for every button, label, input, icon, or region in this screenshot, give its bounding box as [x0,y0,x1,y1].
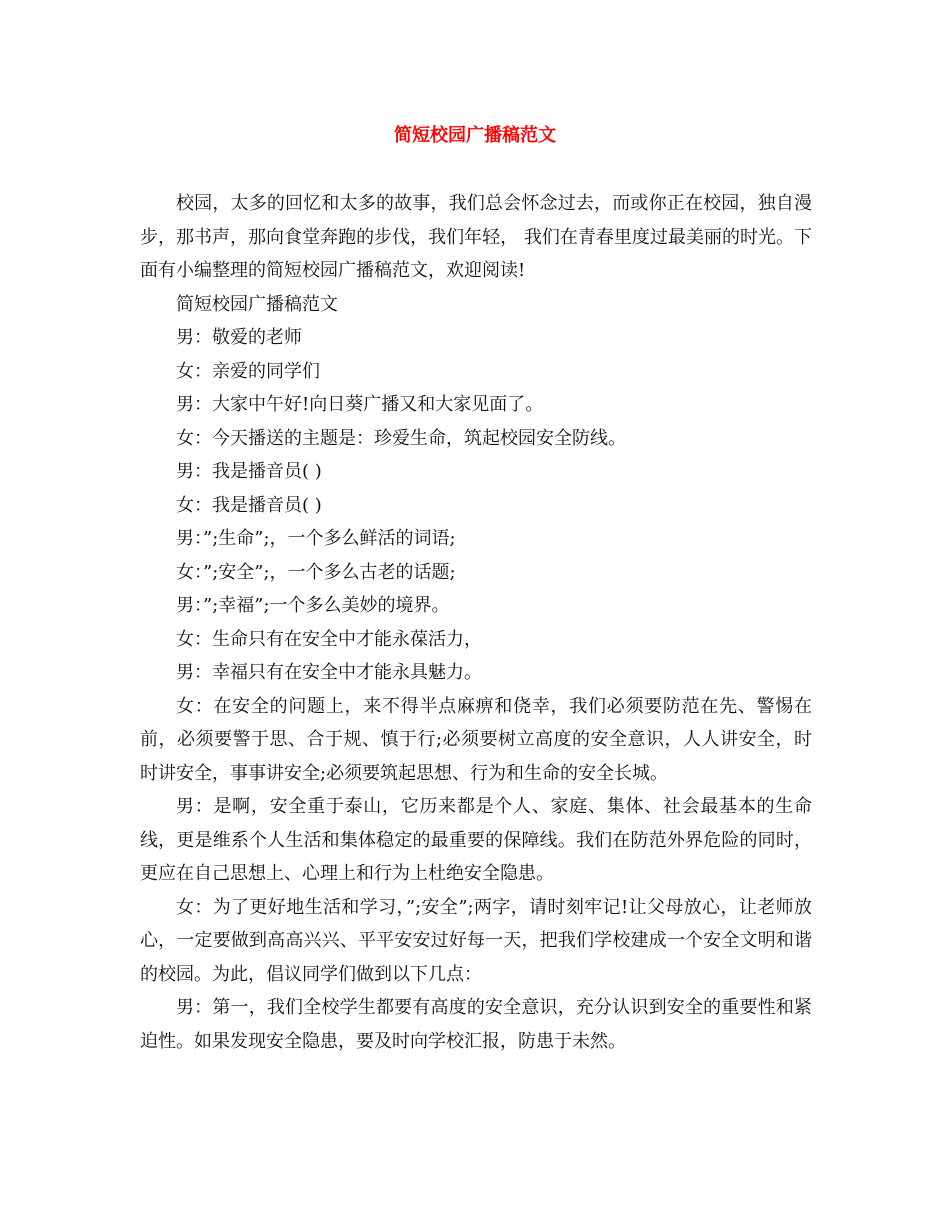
paragraph-dialogue: 女：”;安全”;，一个多么古老的话题; [176,561,456,583]
paragraph-dialogue: 女：我是播音员( ) [176,494,322,516]
paragraph-dialogue: 男：”;生命”;，一个多么鲜活的词语; [176,528,456,549]
paragraph-dialogue: 女：生命只有在安全中才能永葆活力， [176,628,482,650]
paragraph-subtitle: 简短校园广播稿范文 [176,293,338,315]
paragraph-dialogue: 男：是啊，安全重于泰山，它历来都是个人、家庭、集体、社会最基本的生命线，更是维系个人生活和集体稳定的最重要的保障线。我们在防范外界危险的同时，更应在自己思想上、心理上和行为上杜绝安全隐患。 [140,796,812,884]
paragraph-dialogue: 女：在安全的问题上，来不得半点麻痹和侥幸，我们必须要防范在先、警惕在前，必须要警于思、合于规、慎于行;必须要树立高度的安全意识，人人讲安全，时时讲安全，事事讲安全;必须要筑起思想、行为和生命的安全长城。 [140,695,812,784]
paragraph-dialogue: 男：”;幸福”;一个多么美妙的境界。 [176,595,450,616]
paragraph-dialogue: 男：第一，我们全校学生都要有高度的安全意识，充分认识到安全的重要性和紧迫性。如果发现安全隐患，要及时向学校汇报，防患于未然。 [140,997,812,1052]
document-body [140,187,812,1058]
paragraph-dialogue: 男：幸福只有在安全中才能永具魅力。 [176,662,482,683]
paragraph-dialogue: 男：敬爱的老师 [176,327,302,348]
paragraph-dialogue: 女：今天播送的主题是：珍爱生命，筑起校园安全防线。 [176,427,626,449]
document-title: 简短校园广播稿范文 [394,125,556,146]
paragraph-dialogue: 男：大家中午好!向日葵广播又和大家见面了。 [176,394,544,415]
paragraph-dialogue: 女：为了更好地生活和学习，”;安全”;两字，请时刻牢记!让父母放心，让老师放心，一定要做到高高兴兴、平平安安过好每一天，把我们学校建成一个安全文明和谐的校园。为此，倡议同学们做到以下几点： [140,896,812,985]
paragraph-dialogue: 男：我是播音员( ) [176,461,322,482]
paragraph-intro: 校园，太多的回忆和太多的故事，我们总会怀念过去，而或你正在校园，独自漫步，那书声，那向食堂奔跑的步伐，我们年轻， 我们在青春里度过最美丽的时光。下面有小编整理的简短校园广播稿范文，欢迎阅读! [140,193,812,281]
paragraph-dialogue: 女：亲爱的同学们 [176,360,320,382]
